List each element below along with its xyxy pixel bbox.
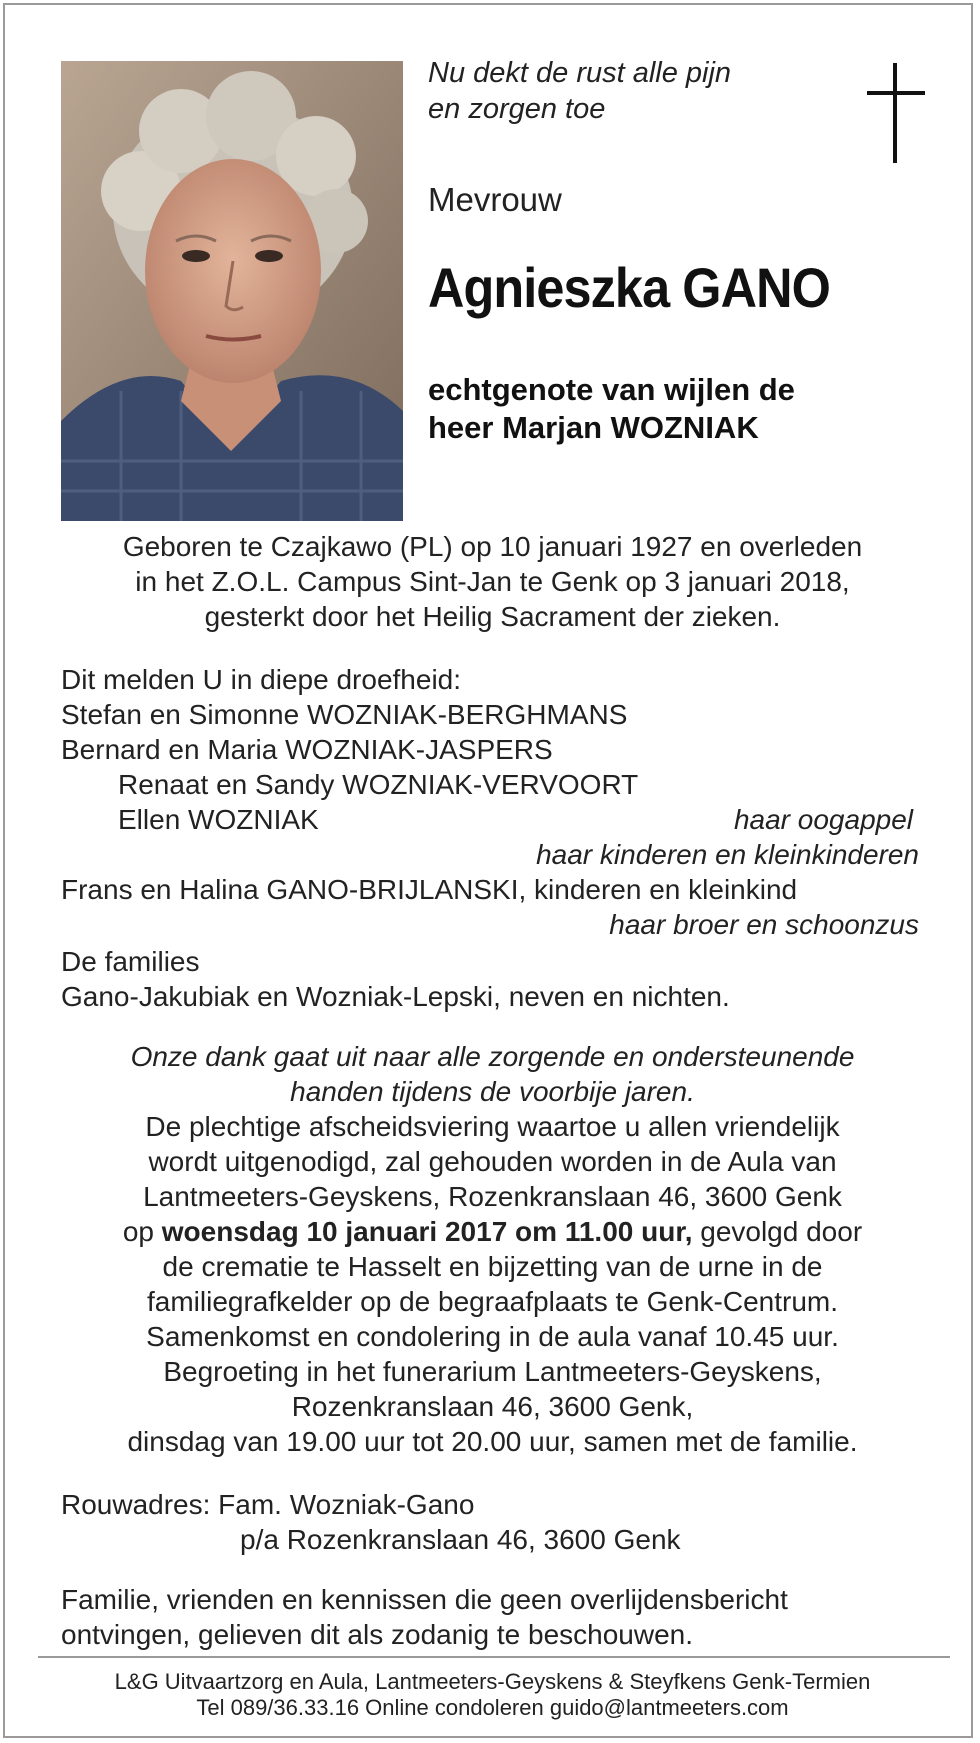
family-brother: Frans en Halina GANO-BRIJLANSKI, kinderen en kleinkind xyxy=(61,874,798,905)
family-grandchildren-2: Ellen WOZNIAK xyxy=(118,804,319,835)
family-grandchildren-1: Renaat en Sandy WOZNIAK-VERVOORT xyxy=(118,769,639,800)
death-notice-card xyxy=(3,3,973,1738)
spouse-info xyxy=(428,371,795,447)
notice-line: ontvingen, gelieven dit als zodanig te beschouwen. xyxy=(61,1619,693,1650)
family-intro: Dit melden U in diepe droefheid: xyxy=(61,664,462,695)
mourning-address: Rouwadres: Fam. Wozniak-Gano xyxy=(61,1489,475,1520)
quote-line: Nu dekt de rust alle pijn xyxy=(428,57,732,89)
spouse-line: heer Marjan WOZNIAK xyxy=(428,410,759,445)
birth-line: in het Z.O.L. Campus Sint-Jan te Genk op 3 januari 2018, xyxy=(135,566,850,597)
ceremony-line: Lantmeeters-Geyskens, Rozenkranslaan 46, 3600 Genk xyxy=(143,1181,842,1212)
ceremony-date-post: gevolgd door xyxy=(692,1216,863,1247)
families-label: De families xyxy=(61,946,200,977)
ceremony-line: dinsdag van 19.00 uur tot 20.00 uur, samen met de familie. xyxy=(127,1426,858,1457)
honorific: Mevrouw xyxy=(428,181,562,218)
footer-line: Tel 089/36.33.16 Online condoleren guido@lantmeeters.com xyxy=(196,1695,789,1720)
families-names: Gano-Jakubiak en Wozniak-Lepski, neven en nichten. xyxy=(61,981,730,1012)
kinderen-label: haar kinderen en kleinkinderen xyxy=(536,839,919,870)
ceremony-date-line xyxy=(45,1214,940,1249)
ceremony-line: Samenkomst en condolering in de aula vanaf 10.45 uur. xyxy=(146,1321,839,1352)
ceremony-line: Rozenkranslaan 46, 3600 Genk, xyxy=(291,1391,694,1422)
deceased-name: Agnieszka GANO xyxy=(428,256,830,319)
thanks xyxy=(45,1039,940,1109)
quote xyxy=(428,55,731,127)
footer xyxy=(45,1669,940,1721)
ceremony-date: woensdag 10 januari 2017 om 11.00 uur, xyxy=(161,1216,693,1247)
portrait-photo xyxy=(61,61,403,521)
ceremony-line: Begroeting in het funerarium Lantmeeters-Geyskens, xyxy=(163,1356,822,1387)
footer-line: L&G Uitvaartzorg en Aula, Lantmeeters-Geyskens & Steyfkens Genk-Termien xyxy=(114,1669,871,1694)
spouse-line: echtgenote van wijlen de xyxy=(428,372,795,407)
ceremony-info xyxy=(45,1109,940,1459)
mourning-address-street: p/a Rozenkranslaan 46, 3600 Genk xyxy=(240,1524,681,1555)
footer-divider xyxy=(38,1656,950,1658)
family-children-1: Stefan en Simonne WOZNIAK-BERGHMANS xyxy=(61,699,628,730)
birth-death-info xyxy=(45,529,940,634)
oogappel-label: haar oogappel xyxy=(733,804,913,835)
broer-label: haar broer en schoonzus xyxy=(609,909,919,940)
birth-line: gesterkt door het Heilig Sacrament der zieken. xyxy=(204,601,781,632)
ceremony-line: wordt uitgenodigd, zal gehouden worden in de Aula van xyxy=(148,1146,837,1177)
birth-line: Geboren te Czajkawo (PL) op 10 januari 1927 en overleden xyxy=(122,531,863,562)
ceremony-date-pre: op xyxy=(122,1216,162,1247)
ceremony-line: de crematie te Hasselt en bijzetting van de urne in de xyxy=(162,1251,823,1282)
quote-line: en zorgen toe xyxy=(428,93,606,125)
thanks-line: Onze dank gaat uit naar alle zorgende en ondersteunende xyxy=(130,1041,855,1072)
thanks-line: handen tijdens de voorbije jaren. xyxy=(290,1076,695,1107)
ceremony-line: De plechtige afscheidsviering waartoe u allen vriendelijk xyxy=(145,1111,840,1142)
cross-icon xyxy=(867,63,925,163)
ceremony-line: familiegrafkelder op de begraafplaats te Genk-Centrum. xyxy=(146,1286,839,1317)
notice-line: Familie, vrienden en kennissen die geen overlijdensbericht xyxy=(61,1584,788,1615)
family-children-2: Bernard en Maria WOZNIAK-JASPERS xyxy=(61,734,553,765)
